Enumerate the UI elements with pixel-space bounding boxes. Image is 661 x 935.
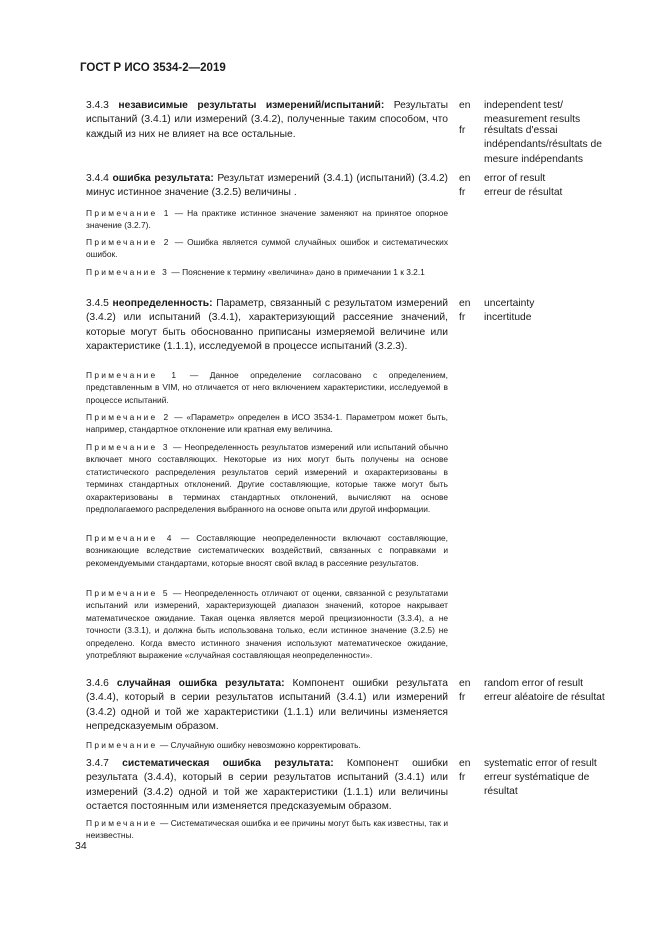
english-equivalent: independent test/ measurement results [484, 100, 581, 126]
note: Примечание 1 — На практике истинное значение заменяют на принятое опорное значение (3.2.7). [86, 208, 448, 231]
note: Примечание 3 — Неопределенность результатов измерений или испытаний обычно включает много составляющих. Некоторые из них могут быть получены на основе статистического распределения результатов серий измерений и охарактеризованы в терминах стандартных отклонений. Другие составляющие, которые также могут быть охарактеризованы в терминах стандартных отклонений, вычисляют на основе предполагаемого распределения выбранного на основе опыта или другой информации. [86, 442, 449, 515]
lang-en-label: en [459, 678, 471, 689]
term-number: 3.4.5 [86, 298, 109, 309]
term-def: Параметр, связанный с результатом измерений (3.4.2) или испытаний (3.4.1), характеризующий рассеяние значений, которые могут быть обоснованно приписаны измеряемой величине или характеристике (1.1.1), исследуемой в процессе испытаний (3.2.3). [86, 298, 448, 352]
lang-fr-label: fr [459, 692, 466, 703]
term-number: 3.4.4 [86, 173, 109, 184]
lang-en-label: en [459, 173, 471, 184]
term-def: Компонент ошибки результата (3.4.4), который в серии результатов испытаний (3.4.1) или измерений (3.4.2) одной и той же характеристики (1.1.1) или величины изменяется непредсказуемым образом. [86, 678, 448, 732]
term-definition [86, 172, 448, 201]
english-equivalent: uncertainty [484, 298, 535, 309]
term-number: 3.4.7 [86, 758, 109, 769]
french-equivalent: erreur aléatoire de résultat [484, 692, 605, 703]
term-def: Компонент ошибки результата (3.4.4), который в серии результатов испытаний (3.4.1) или измерений (3.4.2) одной и той же характеристики (1.1.1) или величины остается постоянным или изменяется предсказуемым образом. [86, 758, 448, 812]
term-definition [86, 677, 448, 734]
term-definition [86, 99, 448, 142]
page-number: 34 [75, 840, 87, 852]
french-equivalent: résultats d'essai indépendants/résultats de mesure indépendants [484, 125, 602, 165]
term-name: систематическая ошибка результата: [122, 758, 334, 769]
lang-fr-label: fr [459, 312, 466, 323]
term-name: независимые результаты измерений/испытаний: [118, 100, 385, 111]
lang-fr-label: fr [459, 772, 466, 783]
lang-en-label: en [459, 758, 471, 769]
term-definition [86, 297, 448, 354]
lang-en-label: en [459, 298, 471, 309]
lang-fr-label: fr [459, 125, 466, 136]
note: Примечание 4 — Составляющие неопределенности включают составляющие, возникающие вследствие систематических воздействий, связанных с поправками и рекомендуемыми стандартами, которые вносят свой вклад в рассеяние результатов. [86, 533, 449, 568]
term-def: Результаты испытаний (3.4.1) или измерений (3.4.2), полученные таким способом, что каждый из них не влияет на все остальные. [86, 100, 448, 140]
note: Примечание — Систематическая ошибка и ее причины могут быть как известны, так и неизвестны. [86, 818, 449, 841]
note: Примечание — Случайную ошибку невозможно корректировать. [86, 740, 361, 750]
term-number: 3.4.3 [86, 100, 109, 111]
term-name: случайная ошибка результата: [116, 678, 285, 689]
note: Примечание 5 — Неопределенность отличают от оценки, связанной с результатами испытаний или измерений, характеризующей диапазон значений, которое накрывает математическое ожидание. Такая оценка является мерой прецизионности (3.3.4), а не точности (3.3.1), и должна быть использована только, если истинное значение (3.2.5) не определено. Когда вместо истинного значения используют математическое ожидание, употребляют выражение «случайная составляющая неопределенности». [86, 588, 449, 661]
note: Примечание 2 — «Параметр» определен в ИСО 3534-1. Параметром может быть, например, стандартное отклонение или кратная ему величина. [86, 412, 449, 435]
term-number: 3.4.6 [86, 678, 109, 689]
french-equivalent: erreur de résultat [484, 187, 563, 198]
note: Примечание 2 — Ошибка является суммой случайных ошибок и систематических ошибок. [86, 237, 449, 260]
english-equivalent: random error of result [484, 678, 584, 689]
french-equivalent: incertitude [484, 312, 532, 323]
english-equivalent: systematic error of result [484, 758, 597, 769]
document-header: ГОСТ Р ИСО 3534-2—2019 [80, 62, 226, 74]
note: Примечание 1 — Данное определение согласовано с определением, представленным в VIM, но отличается от него включением характеристики, исследуемой в процессе испытаний. [86, 370, 448, 405]
term-name: неопределенность: [112, 298, 213, 309]
english-equivalent: error of result [484, 173, 546, 184]
note: Примечание 3 — Пояснение к термину «величина» дано в примечании 1 к 3.2.1 [86, 267, 425, 277]
lang-fr-label: fr [459, 187, 466, 198]
french-equivalent: erreur systématique de résultat [484, 772, 590, 798]
term-name: ошибка результата: [112, 173, 214, 184]
term-def: Результат измерений (3.4.1) (испытаний) (3.4.2) минус истинное значение (3.2.5) величины . [86, 173, 448, 199]
lang-en-label: en [459, 100, 471, 111]
term-definition [86, 757, 448, 814]
